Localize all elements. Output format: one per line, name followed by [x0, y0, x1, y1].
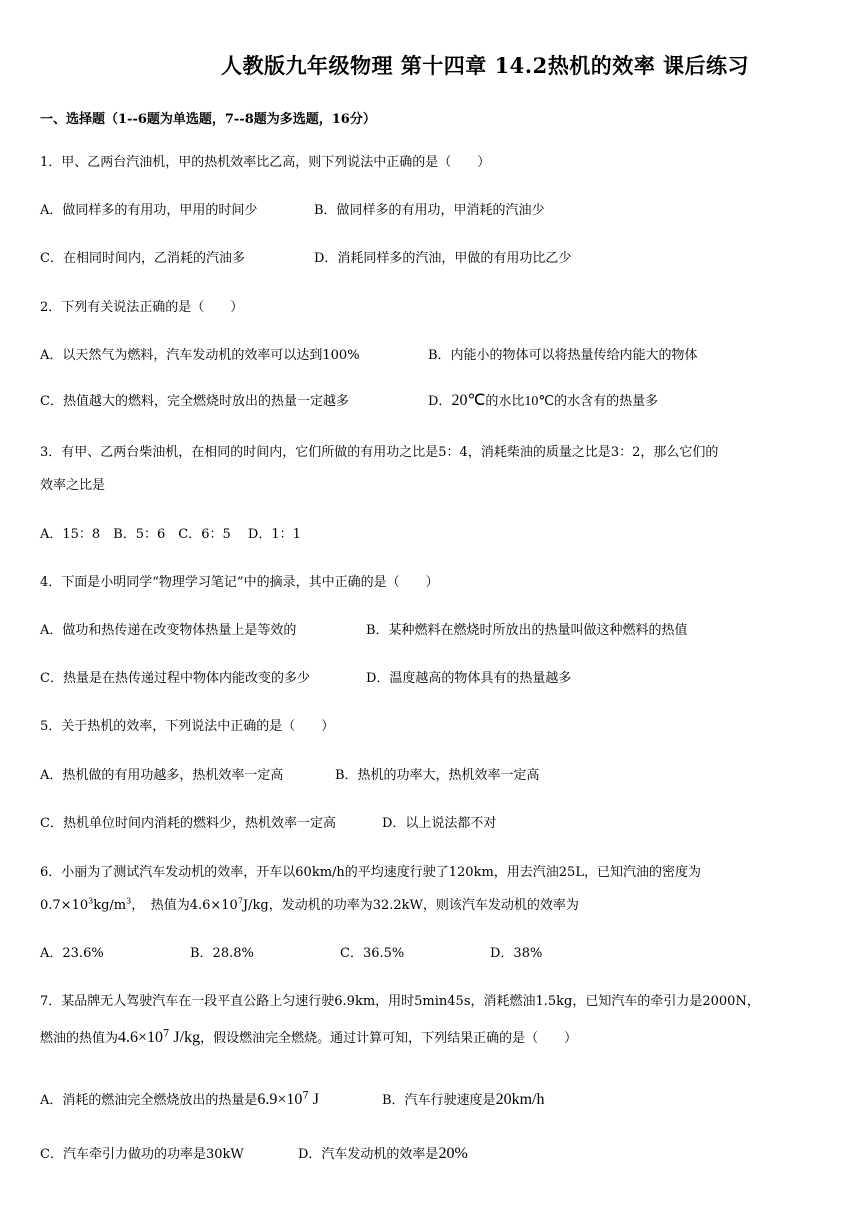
- heat-released-base: 6.9×10: [257, 1091, 303, 1108]
- density-unit: kg/m: [93, 898, 127, 913]
- page-title: 人教版九年级物理 第十四章 14.2热机的效率 课后练习: [220, 53, 750, 78]
- question-4-stem: 4．下面是小明同学“物理学习笔记”中的摘录，其中正确的是（ ）: [40, 575, 439, 590]
- question-4-options-row-2: [40, 667, 571, 686]
- question-2-option-c[interactable]: C．热值越大的燃料，完全燃烧时放出的热量一定越多: [40, 394, 349, 409]
- question-7-options-row-1: [40, 1089, 544, 1109]
- question-2-option-d[interactable]: [428, 390, 658, 410]
- question-5-option-c[interactable]: C．热机单位时间内消耗的燃料少，热机效率一定高: [40, 816, 336, 831]
- question-7-options-row-2: [40, 1143, 468, 1163]
- question-7-option-b[interactable]: [382, 1089, 544, 1109]
- question-2-option-d-mid: 的水比: [485, 394, 525, 409]
- temperature-1: 20℃: [451, 392, 486, 409]
- question-7-stem-line-1: 7．某品牌无人驾驶汽车在一段平直公路上匀速行驶6.9km，用时5min45s，消耗燃油1.5kg，已知汽车的牵引力是2000N，: [40, 994, 760, 1009]
- question-6-option-b[interactable]: B．28.8%: [190, 946, 254, 961]
- question-2-option-d-suffix: 的水含有的热量多: [554, 394, 659, 409]
- heat-value-unit: J/kg: [169, 1029, 201, 1046]
- question-1-option-d[interactable]: D．消耗同样多的汽油，甲做的有用功比乙少: [314, 251, 572, 266]
- question-5-options-row-2: [40, 812, 496, 831]
- question-7-option-d[interactable]: [298, 1143, 468, 1163]
- question-5-option-b[interactable]: B．热机的功率大，热机效率一定高: [335, 768, 540, 783]
- question-7-option-a-prefix: A．消耗的燃油完全燃烧放出的热量是: [40, 1093, 258, 1108]
- question-7-stem-line-2: [40, 1027, 577, 1047]
- heat-released-unit: J: [308, 1091, 320, 1108]
- question-4-option-d[interactable]: D．温度越高的物体具有的热量越多: [366, 671, 572, 686]
- question-7-heat-prefix: 燃油的热值为: [40, 1031, 119, 1046]
- question-1-options-row-2: [40, 247, 571, 266]
- question-6-option-d[interactable]: D．38%: [490, 946, 543, 961]
- heat-released-exponent: 7: [302, 1090, 309, 1102]
- question-3-stem-line-1: 3．有甲、乙两台柴油机，在相同的时间内，它们所做的有用功之比是5：4，消耗柴油的质量之比是3：2，那么它们的: [40, 445, 719, 460]
- question-2-option-d-prefix: D．: [428, 394, 452, 409]
- density-exponent: 3: [88, 896, 94, 906]
- question-6-options: [40, 942, 542, 961]
- question-6-option-a[interactable]: A．23.6%: [40, 946, 104, 961]
- heat-value-base: 4.6×10: [118, 1029, 164, 1046]
- question-5-options-row-1: [40, 764, 540, 783]
- heat-value-exponent: 7: [163, 1028, 170, 1040]
- question-6-stem-line-2: [40, 894, 579, 913]
- heat-value-prefix: ， 热值为4.6×10: [131, 898, 238, 913]
- question-5-option-a[interactable]: A．热机做的有用功越多，热机效率一定高: [40, 768, 284, 783]
- question-5-option-d[interactable]: D．以上说法都不对: [382, 816, 497, 831]
- question-1-option-c[interactable]: C．在相同时间内，乙消耗的汽油多: [40, 251, 245, 266]
- question-7-option-b-prefix: B．汽车行驶速度是: [382, 1093, 496, 1108]
- question-7-stem-suffix: ，假设燃油完全燃烧。通过计算可知，下列结果正确的是（ ）: [200, 1031, 578, 1046]
- heat-value-suffix: J/kg，发动机的功率为32.2kW，则该汽车发动机的效率为: [242, 898, 579, 913]
- question-4-option-b[interactable]: B．某种燃料在燃烧时所放出的热量叫做这种燃料的热值: [366, 623, 688, 638]
- speed-value: 20km/h: [495, 1091, 545, 1108]
- question-6-option-c[interactable]: C．36.5%: [340, 946, 405, 961]
- temperature-2: 10℃: [524, 394, 555, 409]
- question-3-options[interactable]: A．15：8 B．5：6 C．6：5 D．1：1: [40, 527, 301, 542]
- heat-value-exponent: 7: [237, 896, 243, 906]
- question-1-options-row-1: [40, 199, 545, 218]
- question-5-stem: 5．关于热机的效率，下列说法中正确的是（ ）: [40, 719, 335, 734]
- question-4-option-c[interactable]: C．热量是在热传递过程中物体内能改变的多少: [40, 671, 310, 686]
- question-2-option-b[interactable]: B．内能小的物体可以将热量传给内能大的物体: [428, 348, 698, 363]
- question-2-options-row-1: [40, 344, 698, 363]
- question-7-option-d-prefix: D．汽车发动机的效率是: [298, 1147, 439, 1162]
- question-2-options-row-2: [40, 390, 658, 410]
- question-1-option-b[interactable]: B．做同样多的有用功，甲消耗的汽油少: [314, 203, 545, 218]
- question-3-stem-line-2: 效率之比是: [40, 478, 106, 493]
- question-2-stem: 2．下列有关说法正确的是（ ）: [40, 300, 244, 315]
- section-heading: 一、选择题（1--6题为单选题，7--8题为多选题，16分）: [40, 112, 376, 127]
- question-2-option-a[interactable]: A．以天然气为燃料，汽车发动机的效率可以达到100%: [40, 348, 360, 363]
- density-unit-exponent: 3: [126, 896, 132, 906]
- question-4-option-a[interactable]: A．做功和热传递在改变物体热量上是等效的: [40, 623, 297, 638]
- question-7-option-a[interactable]: [40, 1089, 382, 1109]
- question-4-options-row-1: [40, 619, 688, 638]
- efficiency-value: 20%: [438, 1145, 468, 1162]
- question-1-stem: 1．甲、乙两台汽油机，甲的热机效率比乙高，则下列说法中正确的是（ ）: [40, 155, 491, 170]
- density-value: 0.7×10: [40, 898, 89, 913]
- question-1-option-a[interactable]: A．做同样多的有用功，甲用的时间少: [40, 203, 258, 218]
- question-6-stem-line-1: 6．小丽为了测试汽车发动机的效率，开车以60km/h的平均速度行驶了120km，用去汽油25L，已知汽油的密度为: [40, 865, 701, 880]
- question-7-option-c[interactable]: C．汽车牵引力做功的功率是30kW: [40, 1147, 244, 1162]
